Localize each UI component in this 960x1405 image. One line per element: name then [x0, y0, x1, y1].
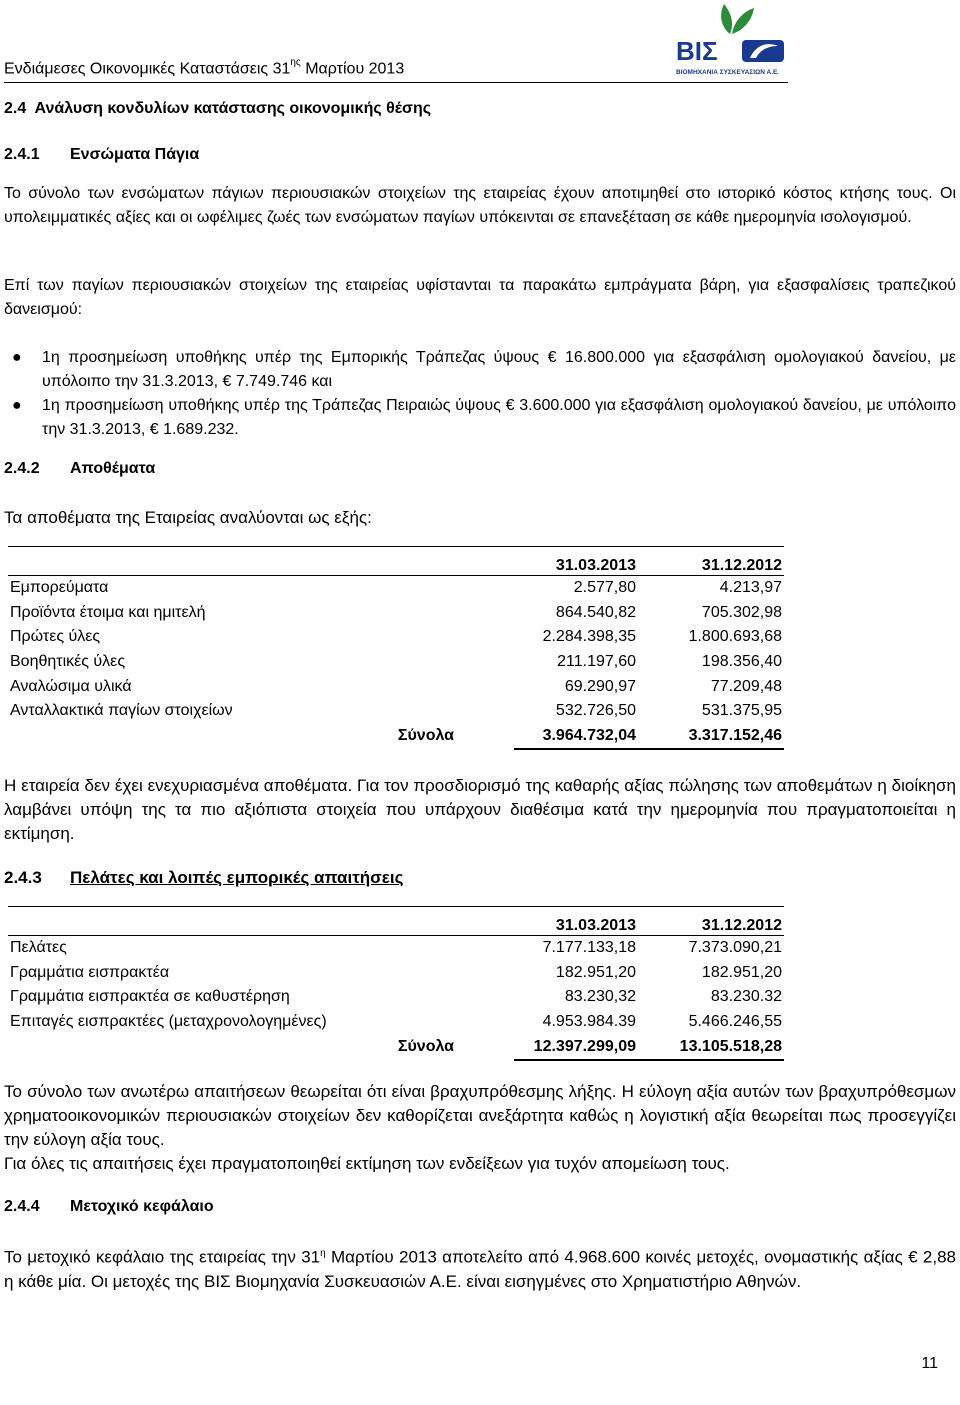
- company-logo: [672, 0, 788, 82]
- row-value-2013: 4.953.984.39: [542, 1013, 636, 1031]
- row-value-2012: 4.213,97: [719, 579, 782, 597]
- total-value-2012: 3.317.152,46: [638, 724, 784, 750]
- bullet-icon: ●: [12, 397, 22, 414]
- total-label: Σύνολα: [397, 727, 454, 745]
- row-value-2012: 1.800.693,68: [688, 628, 782, 646]
- table-row: [8, 936, 784, 961]
- row-value-2013: 7.177.133,18: [542, 939, 636, 957]
- table-total-row: [8, 724, 784, 750]
- paragraph-sup: η: [320, 1248, 326, 1259]
- row-value-2012: 77.209,48: [710, 677, 782, 695]
- paragraph-text-part: Το μετοχικό κεφάλαιο της εταιρείας την 31: [4, 1247, 321, 1267]
- heading-2-4-3: [4, 868, 403, 888]
- row-value-2013: 211.197,60: [557, 653, 636, 671]
- logo-leaf-right: [732, 8, 754, 34]
- list-item-text: 1η προσημείωση υποθήκης υπέρ της Εμπορικής Τράπεζας ύψους € 16.800.000 για εξασφάλιση ομολογιακού δανείου, με υπόλοιπο την 31.3.2013, € 7.749.746 και: [42, 349, 956, 390]
- paragraph-receivables-note: [4, 1080, 956, 1176]
- table-header-cell: 31.12.2012: [638, 907, 784, 936]
- paragraph-share-capital: [4, 1242, 956, 1294]
- paragraph-text: Το σύνολο των ανωτέρω απαιτήσεων θεωρείται ότι είναι βραχυπρόθεσμης λήξης. Η εύλογη αξία αυτών των βραχυπρόθεσμων χρηματοοικονομικών περιουσιακών στοιχείων δεν καθορίζεται ανεξάρτητα καθώς η λογιστική αξία θεωρείται πως προσεγγίζει την εύλογη αξία τους.: [4, 1082, 956, 1149]
- header-title-end: Μαρτίου 2013: [300, 60, 405, 78]
- logo-mark: [742, 40, 784, 62]
- row-value-2012: 198.356,40: [701, 653, 782, 671]
- heading-number: 2.4.4: [4, 1198, 40, 1215]
- header-title-main: Ενδιάμεσες Οικονομικές Καταστάσεις 31: [4, 60, 291, 78]
- table-header-row: [8, 547, 784, 576]
- paragraph-text: [4, 1242, 956, 1294]
- paragraph-text: Για όλες τις απαιτήσεις έχει πραγματοποιηθεί εκτίμηση των ενδείξεων για τυχόν απομείωση τους.: [4, 1154, 730, 1173]
- row-value-2013: 83.230,32: [564, 988, 636, 1006]
- logo-text: ΒΙΣ: [676, 36, 718, 66]
- row-value-2012: 5.466.246,55: [688, 1013, 782, 1031]
- row-value-2013: 864.540,82: [555, 603, 636, 621]
- table-row: [8, 576, 784, 601]
- table-header-cell: 31.12.2012: [638, 547, 784, 576]
- list-item-text: 1η προσημείωση υποθήκης υπέρ της Τράπεζας Πειραιώς ύψους € 3.600.000 για εξασφάλιση ομολογιακού δανείου, με υπόλοιπο την 31.3.2013, € 1.689.232.: [42, 397, 956, 438]
- paragraph-text: Επί των παγίων περιουσιακών στοιχείων της εταιρείας υφίστανται τα παρακάτω εμπράγματα βάρη, για εξασφαλίσεις τραπεζικού δανεισμού:: [4, 277, 956, 318]
- row-label: Βοηθητικές ύλες: [10, 653, 126, 671]
- page-number: 11: [921, 1355, 938, 1372]
- total-label: Σύνολα: [397, 1038, 454, 1056]
- row-label: Επιταγές εισπρακτέες (μεταχρονολογημένες): [10, 1013, 327, 1031]
- heading-number: 2.4.1: [4, 146, 40, 163]
- inventory-intro: [4, 506, 956, 530]
- section-title: Ανάλυση κονδυλίων κατάστασης οικονομικής θέσης: [34, 100, 432, 117]
- table-header-row: [8, 907, 784, 936]
- row-label: Πρώτες ύλες: [10, 628, 101, 646]
- row-label: Πελάτες: [10, 939, 67, 957]
- row-value-2012: 83.230.32: [710, 988, 782, 1006]
- table-row: [8, 650, 784, 675]
- section-heading: [4, 100, 431, 118]
- heading-title: Πελάτες και λοιπές εμπορικές απαιτήσεις: [70, 868, 404, 887]
- list-item: [4, 394, 956, 442]
- heading-title: Μετοχικό κεφάλαιο: [70, 1198, 214, 1215]
- row-label: Προϊόντα έτοιμα και ημιτελή: [10, 603, 206, 621]
- row-value-2013: 2.284.398,35: [542, 628, 636, 646]
- paragraph-text: Το σύνολο των ενσώματων πάγιων περιουσιακών στοιχείων της εταιρείας έχουν αποτιμηθεί στο ιστορικό κόστος κτήσης τους. Οι υπολειμματικές αξίες και οι ωφέλιμες ζωές των ενσώματων παγίων υπόκεινται σε επανεξέταση σε κάθε ημερομηνία ισολογισμού.: [4, 185, 956, 226]
- heading-number: 2.4.2: [4, 460, 40, 477]
- table-total-row: [8, 1034, 784, 1060]
- row-value-2012: 705.302,98: [701, 603, 782, 621]
- paragraph-inventory-note: [4, 774, 956, 846]
- row-value-2013: 69.290,97: [564, 677, 636, 695]
- table-header-blank: [8, 547, 514, 576]
- list-item: [4, 346, 956, 394]
- table-row: [8, 625, 784, 650]
- paragraph-text-part: Μαρτίου 2013 αποτελείτο από 4.968.600 κοινές μετοχές, ονομαστικής αξίας € 2,88 η κάθε μία. Οι μετοχές της ΒΙΣ Βιομηχανία Συσκευασιών Α.Ε. είναι εισηγμένες στο Χρηματιστήριο Αθηνών.: [4, 1247, 957, 1291]
- table-row: [8, 601, 784, 626]
- receivables-table: [8, 906, 784, 1061]
- table-row: [8, 699, 784, 724]
- row-label: Αναλώσιμα υλικά: [10, 677, 132, 695]
- table-header-cell: 31.03.2013: [514, 547, 638, 576]
- heading-title: Αποθέματα: [70, 460, 156, 477]
- heading-title: Ενσώματα Πάγια: [70, 146, 200, 163]
- logo-subtitle: ΒΙΟΜΗΧΑΝΙΑ ΣΥΣΚΕΥΑΣΙΩΝ Α.Ε.: [676, 69, 780, 76]
- paragraph-text: Η εταιρεία δεν έχει ενεχυριασμένα αποθέματα. Για τον προσδιορισμό της καθαρής αξίας πώλησης των αποθεμάτων η διοίκηση λαμβάνει υπόψη της τα πιο αξιόπιστα στοιχεία που υπάρχουν διαθέσιμα κατά την ημερομηνία που πραγματοποιείται η εκτίμηση.: [4, 776, 956, 843]
- row-value-2012: 531.375,95: [701, 702, 782, 720]
- heading-2-4-1: [4, 146, 199, 164]
- table-header-cell: 31.03.2013: [514, 907, 638, 936]
- heading-2-4-2: [4, 460, 155, 478]
- bullet-icon: ●: [12, 349, 22, 366]
- inventory-table: [8, 546, 784, 750]
- table-row: [8, 985, 784, 1010]
- total-value-2013: 3.964.732,04: [514, 724, 638, 750]
- table-header-blank: [8, 907, 514, 936]
- table-row: [8, 674, 784, 699]
- logo-leaf-left: [721, 4, 732, 34]
- paragraph-assets-valuation: [4, 182, 956, 230]
- row-value-2012: 7.373.090,21: [688, 939, 782, 957]
- header-title-sup: ης: [290, 57, 301, 68]
- row-label: Γραμμάτια εισπρακτέα: [10, 963, 170, 981]
- heading-number: 2.4.3: [4, 868, 42, 887]
- heading-2-4-4: [4, 1198, 214, 1216]
- encumbrance-list: [4, 346, 956, 442]
- row-value-2013: 2.577,80: [573, 579, 636, 597]
- row-label: Γραμμάτια εισπρακτέα σε καθυστέρηση: [10, 988, 290, 1006]
- paragraph-text: Τα αποθέματα της Εταιρείας αναλύονται ως εξής:: [4, 508, 372, 527]
- table-row: [8, 961, 784, 986]
- header-rule: [4, 82, 788, 83]
- row-label: Ανταλλακτικά παγίων στοιχείων: [10, 702, 233, 720]
- row-value-2013: 182.951,20: [555, 963, 636, 981]
- total-value-2013: 12.397.299,09: [514, 1034, 638, 1060]
- table-row: [8, 1010, 784, 1035]
- paragraph-encumbrances: [4, 274, 956, 322]
- section-number: 2.4: [4, 100, 27, 117]
- total-value-2012: 13.105.518,28: [638, 1034, 784, 1060]
- row-label: Εμπορεύματα: [10, 579, 109, 597]
- row-value-2013: 532.726,50: [555, 702, 636, 720]
- header-title: [4, 59, 404, 78]
- row-value-2012: 182.951,20: [701, 963, 782, 981]
